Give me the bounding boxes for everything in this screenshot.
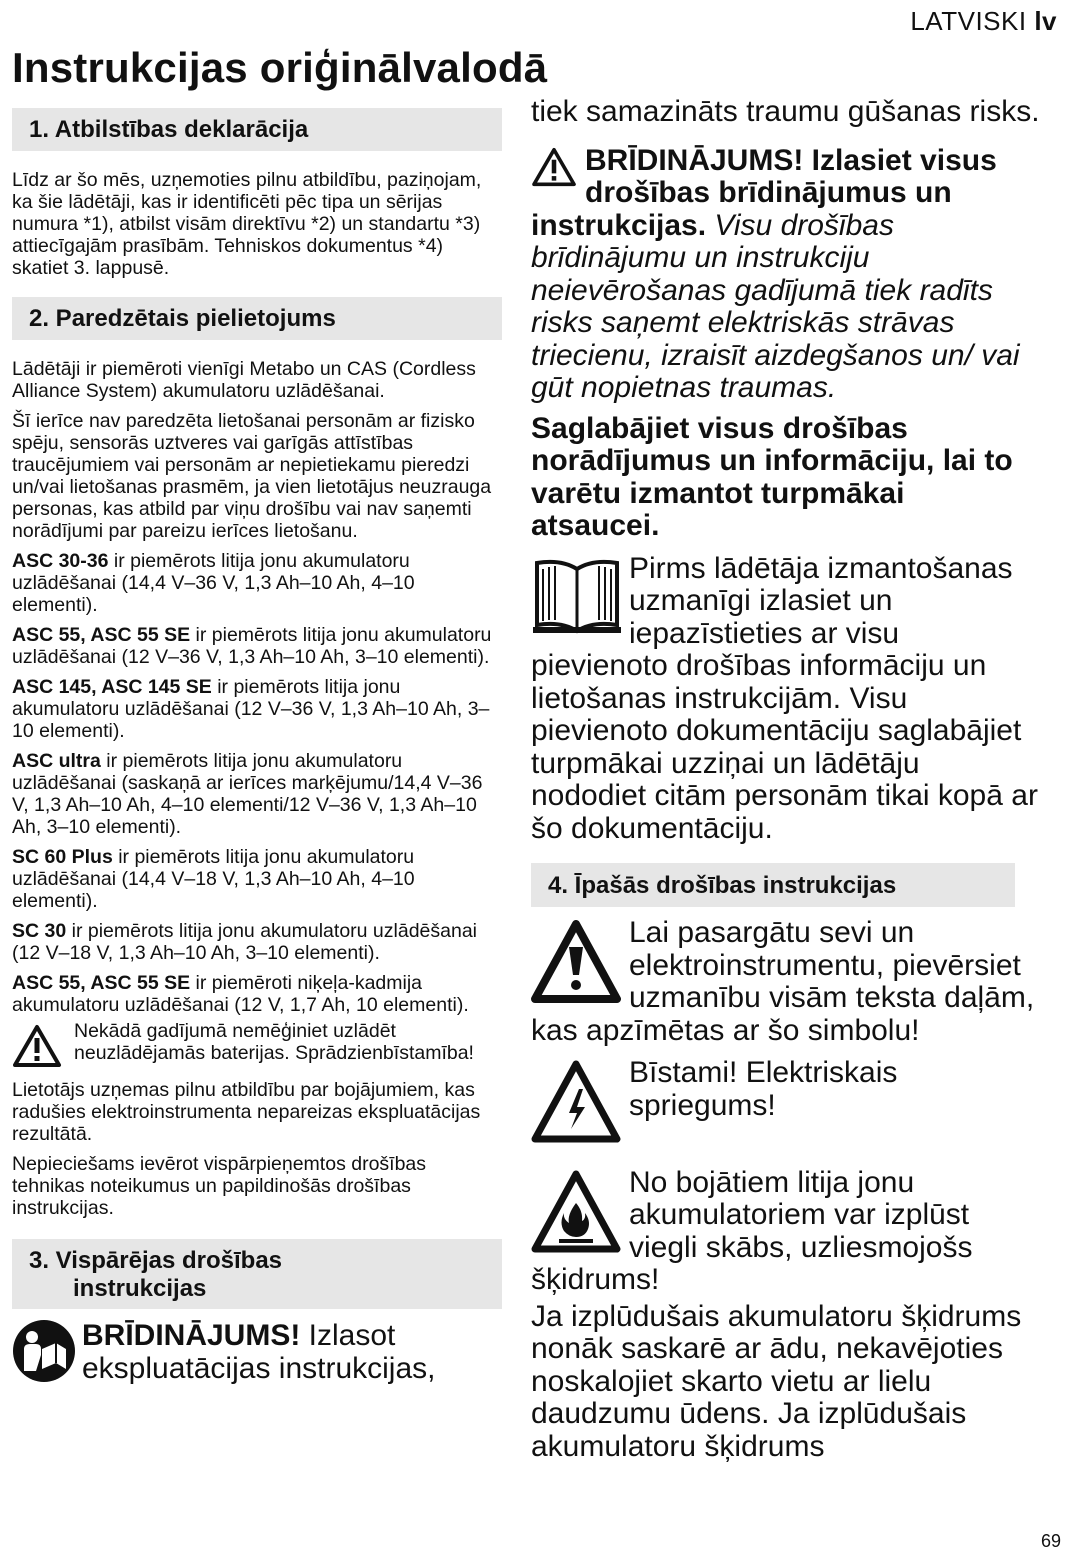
model-item: ASC 55, ASC 55 SE ir piemēroti niķeļa-kadmija akumulatoru uzlādēšanai (12 V, 1,7 Ah, 10 elementi). [12,972,469,1016]
left-column [12,108,502,1388]
safety-rules-text: Nepieciešams ievērot vispārpieņemtos drošības tehnikas noteikumus un papildinošās drošības instrukcijas. [12,1153,427,1219]
section-2-heading: 2. Paredzētais pielietojums [12,297,502,340]
intended-use-text: Lādētāji ir piemēroti vienīgi Metabo un CAS (Cordless Alliance System) akumulatoru uzlādēšanai. [12,358,476,402]
model-item: ASC ultra ir piemērots litija jonu akumulatoru uzlādēšanai (saskaņā ar ierīces marķējumu/14,4 V–36 V, 1,3 Ah–10 Ah, 4–10 elementi/12 V–36 V, 1,3 Ah–10 Ah, 3–10 elementi). [12,750,483,838]
model-item: SC 30 ir piemērots litija jonu akumulatoru uzlādēšanai (12 V–18 V, 1,3 Ah–10 Ah, 3–10 elementi). [12,920,477,964]
model-item: ASC 30-36 ir piemērots litija jonu akumulatoru uzlādēšanai (14,4 V–36 V, 1,3 Ah–10 Ah, 4–10 elementi). [12,550,415,616]
page-title: Instrukcijas oriģinālvalodā [12,44,548,91]
warning-triangle-icon [531,919,621,1013]
skin-contact-text: Ja izplūdušais akumulatoru šķidrums nonāk saskarē ar ādu, nekavējoties noskalojiet skarto vietu ar lielu daudzumu ūdens. Ja izplūdušais akumulatoru šķidrums [531,1299,1022,1463]
read-before-use-text: Pirms lādētāja izmantošanas uzmanīgi izlasiet un iepazīstieties ar visu pievienoto drošības informāciju un lietošanas instrukcijām. Visu pievienoto dokumentāciju saglabājiet turpmākai uzziņai un lādētāju nododiet citām personām tikai kopā ar šo dokumentāciju. [531,551,1038,845]
liability-text: Lietotājs uzņemas pilnu atbildību par bojājumiem, kas radušies elektroinstrumenta nepareizas ekspluatācijas rezultātā. [12,1079,481,1145]
symbol-attention-text: Lai pasargātu sevi un elektroinstrumentu, pievērsiet uzmanību visām teksta daļām, kas apzīmētas ar šo simbolu! [531,916,1035,1047]
warning-triangle-icon [531,147,577,195]
restriction-text: Šī ierīce nav paredzēta lietošanai personām ar fizisko spēju, sensorās uztveres vai garīgās attīstības traucējumiem vai personām ar nepietiekamu pieredzi un/vai lietošanas prasmēm, ja vien lietotājus neuzrauga personas, kas atbild par viņu drošību vai nav saņemti norādījumi par pareizu ierīces lietošanu. [12,410,492,542]
electric-hazard-icon [531,1059,621,1153]
warning-triangle-icon [12,1024,62,1073]
section-4-heading: 4. Īpašās drošības instrukcijas [531,863,1015,907]
section-3-heading: 3. Vispārējas drošības instrukcijas [12,1239,502,1309]
battery-warning: Nekādā gadījumā nemēģiniet uzlādēt neuzlādējamās baterijas. Sprādzienbīstamība! [12,1020,502,1073]
book-icon [531,555,623,645]
electric-danger-text: Bīstami! Elektriskais spriegums! [531,1057,1041,1122]
section-3-continuation: tiek samazināts traumu gūšanas risks. [531,95,1040,128]
battery-leak-text: No bojātiem litija jonu akumulatoriem var izplūst viegli skābs, uzliesmojošs šķidrums! [531,1165,973,1296]
read-manual-warning: BRĪDINĀJUMS! Izlasot ekspluatācijas instrukcijas, [12,1319,502,1388]
model-item: ASC 55, ASC 55 SE ir piemērots litija jonu akumulatoru uzlādēšanai (12 V–36 V, 1,3 Ah–10 Ah, 3–10 elementi). [12,624,492,668]
language-label: LATVISKI lv [910,6,1057,36]
flammable-hazard-icon [531,1169,621,1263]
read-manual-icon [12,1319,76,1388]
keep-instructions-text: Saglabājiet visus drošības norādījumus un informāciju, lai to varētu izmantot turpmākai atsaucei. [531,411,1013,542]
model-item: SC 60 Plus ir piemērots litija jonu akumulatoru uzlādēšanai (14,4 V–18 V, 1,3 Ah–10 Ah, 4–10 elementi). [12,846,415,912]
page-number: 69 [1040,1531,1061,1551]
declaration-text: Līdz ar šo mēs, uzņemoties pilnu atbildību, paziņojam, ka šie lādētāji, kas ir identificēti pēc tipa un sērijas numura *1), atbilst visām direktīvu *2) un standartu *3) attiecīgajām prasībām. Tehniskos dokumentus *4) skatiet 3. lappusē. [12,169,482,279]
general-warning: BRĪDINĀJUMS! Izlasiet visus drošības brīdinājumus un instrukcijas. Visu drošības brīdinājumu un instrukciju neievērošanas gadījumā tiek radīts risks saņemt elektriskās strāvas triecienu, izraisīt aizdegšanos un/ vai gūt nopietnas traumas. [531,143,1020,404]
model-item: ASC 145, ASC 145 SE ir piemērots litija jonu akumulatoru uzlādēšanai (12 V–36 V, 1,3 Ah–10 Ah, 3–10 elementi). [12,676,490,742]
right-column [531,96,1041,1463]
section-1-heading: 1. Atbilstības deklarācija [12,108,502,151]
